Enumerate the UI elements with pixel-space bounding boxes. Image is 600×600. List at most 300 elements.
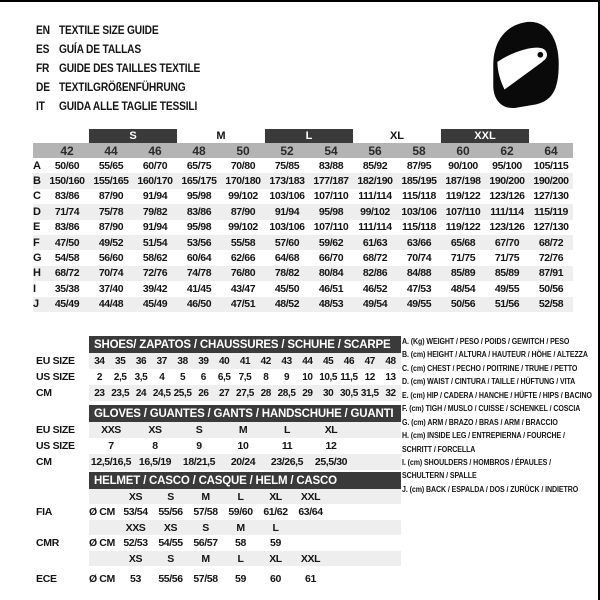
table-cell: 47/53: [406, 282, 432, 295]
row-cells: [89, 489, 401, 504]
language-code: DE: [36, 79, 50, 94]
row-letter: A: [33, 159, 41, 172]
row-cells: [89, 535, 401, 551]
table-cell: 87/90: [98, 190, 124, 203]
table-cell: 8: [152, 440, 158, 452]
table-cell: XS: [148, 424, 162, 436]
row-cells: [89, 571, 401, 587]
table-cell: XS: [128, 490, 143, 503]
table-cell: 71/74: [54, 205, 80, 218]
table-cell: 91/94: [142, 221, 168, 234]
size-group-label: L: [265, 129, 353, 143]
table-cell: 59: [235, 573, 246, 585]
table-cell: 50/60: [54, 159, 80, 172]
table-row: [36, 489, 401, 504]
table-cell: 57/60: [274, 236, 300, 249]
table-cell: 103/106: [401, 205, 437, 218]
table-cell: 40: [219, 355, 230, 367]
table-cell: 85/92: [362, 159, 388, 172]
legend-line: A. (Kg) WEIGHT / PESO / POIDS / GEWITCH / PESO: [402, 336, 570, 346]
table-cell: 160/170: [137, 175, 173, 188]
table-cell: 75/85: [274, 159, 300, 172]
table-cell: 11,5: [340, 371, 358, 383]
table-cell: 63/66: [406, 236, 432, 249]
language-row: [36, 77, 200, 96]
table-cell: 90/100: [448, 159, 478, 172]
table-cell: 45: [323, 355, 334, 367]
table-cell: 59/62: [318, 236, 344, 249]
table-cell: 115/119: [534, 205, 568, 218]
table-cell: 68/72: [54, 267, 80, 280]
table-cell: 28: [260, 387, 271, 399]
table-cell: 185/195: [401, 175, 437, 188]
table-cell: 65/75: [186, 159, 212, 172]
sizes-row: [33, 143, 573, 158]
gloves-table: [36, 405, 401, 470]
table-cell: 37/40: [98, 282, 124, 295]
table-cell: 45/49: [142, 298, 168, 311]
table-cell: 41: [239, 355, 251, 367]
table-cell: 49/55: [494, 282, 520, 295]
row-letter: I: [33, 282, 37, 295]
table-cell: S: [202, 521, 209, 534]
row-cells: [89, 369, 401, 385]
row-letter: C: [33, 190, 41, 203]
language-title: GUIDA ALLE TAGLIE TESSILI: [58, 98, 198, 113]
table-cell: 48: [385, 355, 396, 367]
table-cell: 165/175: [181, 175, 217, 188]
size-header-cell: 44: [104, 143, 118, 158]
table-cell: 50/56: [538, 282, 564, 295]
table-cell: 29: [302, 387, 313, 399]
table-cell: 23/26,5: [270, 456, 304, 468]
language-title: TEXTILE SIZE GUIDE: [58, 22, 159, 37]
table-cell: 60/64: [186, 252, 212, 265]
table-row: [33, 204, 573, 219]
table-cell: 87/91: [538, 267, 564, 280]
shoes-table: [36, 336, 401, 401]
unit-cell: Ø CM: [89, 537, 115, 549]
table-cell: 54/55: [158, 537, 183, 549]
size-group-label: XL: [389, 130, 405, 142]
legend-line: SCHULTERN / SPALLE: [402, 470, 477, 481]
table-cell: 31,5: [360, 387, 379, 399]
table-cell: 25,5/30: [314, 456, 348, 468]
table-cell: 182/190: [357, 175, 393, 188]
legend-line: C. (cm) CHEST / PECHO / POITRINE / TRUHE / PETTO: [402, 362, 578, 373]
table-cell: 87/90: [98, 221, 124, 234]
language-title: TEXTILGRÖßENFÜHRUNG: [58, 79, 186, 94]
table-cell: 23: [94, 387, 105, 399]
table-cell: 119/122: [445, 190, 481, 203]
table-cell: 5: [180, 371, 186, 383]
table-cell: 2: [96, 371, 102, 383]
table-cell: 39: [198, 355, 209, 367]
size-group-header-row: [45, 129, 573, 143]
table-cell: 60: [270, 573, 281, 585]
table-cell: 18/21,5: [182, 456, 216, 468]
table-row: [33, 235, 573, 250]
table-cell: 24,5: [152, 387, 171, 399]
size-group-label: XXL: [441, 129, 529, 143]
table-cell: 71/75: [450, 252, 476, 265]
table-cell: 50/56: [450, 298, 476, 311]
table-cell: 68/72: [362, 252, 388, 265]
table-cell: 105/115: [533, 159, 569, 172]
language-code: EN: [36, 22, 50, 37]
table-row: [33, 189, 573, 204]
size-header-cell: 60: [456, 143, 470, 158]
table-cell: 51/54: [142, 236, 168, 249]
table-cell: L: [272, 521, 279, 534]
row-label: [36, 520, 89, 535]
table-cell: 95/100: [492, 159, 522, 172]
table-cell: 59: [270, 537, 281, 549]
table-cell: 107/110: [313, 221, 349, 234]
legend-line: SCHRITT / FORCELLA: [402, 443, 476, 454]
table-cell: 55/56: [158, 506, 183, 518]
gloves-table-rows: [36, 422, 401, 470]
table-cell: 44/48: [98, 298, 124, 311]
legend-line: G. (cm) ARM / BRAZO / BRAS / ARM / BRACCIO: [402, 416, 558, 427]
table-cell: 190/200: [489, 175, 525, 188]
table-cell: 53/56: [186, 236, 212, 249]
table-cell: 35: [115, 355, 126, 367]
size-header-cell: 50: [236, 143, 250, 158]
table-cell: 71/75: [494, 252, 520, 265]
language-list: [36, 20, 200, 115]
table-cell: 64/68: [274, 252, 300, 265]
row-label: CM: [36, 387, 52, 399]
table-cell: M: [236, 521, 245, 534]
table-cell: 9: [283, 371, 290, 383]
table-cell: XS: [163, 521, 178, 534]
row-label: EU SIZE: [36, 424, 75, 436]
table-cell: XXL: [300, 490, 321, 503]
table-cell: 30: [323, 387, 334, 399]
table-cell: 85/89: [494, 267, 520, 280]
table-cell: 173/183: [269, 175, 305, 188]
table-cell: XL: [269, 490, 282, 503]
shoes-table-rows: [36, 353, 401, 401]
table-cell: XS: [128, 552, 143, 565]
table-cell: 43: [281, 355, 292, 367]
table-cell: XXS: [125, 521, 146, 534]
unit-cell: Ø CM: [89, 573, 115, 585]
language-title: GUIDE DES TAILLES TEXTILE: [58, 60, 201, 75]
size-header-cell: 42: [60, 143, 74, 158]
table-cell: 62/66: [230, 252, 256, 265]
table-cell: 56/60: [98, 252, 124, 265]
legend-line: B. (cm) HEIGHT / ALTURA / HAUTEUR / HÖHE / ALTEZZA: [402, 349, 588, 360]
table-cell: 49/52: [98, 236, 124, 249]
table-cell: 51/56: [494, 298, 520, 311]
size-header-cell: 64: [544, 143, 558, 158]
table-cell: 24: [135, 387, 147, 399]
table-cell: 58: [235, 537, 246, 549]
row-letter: H: [33, 267, 41, 280]
unit-cell: Ø CM: [89, 506, 115, 518]
table-cell: 30,5: [340, 387, 358, 399]
table-cell: 36: [135, 355, 147, 367]
legend-line: D. (cm) WAIST / CINTURA / TAILLE / HÜFTUNG / VITA: [402, 376, 576, 387]
table-cell: 72/76: [538, 252, 564, 265]
table-cell: 41/45: [186, 282, 212, 295]
table-row: [36, 571, 401, 587]
table-cell: 43/47: [230, 282, 256, 295]
table-cell: 115/118: [402, 221, 436, 234]
table-cell: 68/72: [538, 236, 564, 249]
legend-line: J. (cm) BACK / ESPALDA / DOS / ZURÜCK / INDIETRO: [402, 483, 579, 494]
row-label: [36, 489, 89, 504]
table-cell: 25,5: [173, 387, 192, 399]
table-cell: 111/114: [490, 205, 524, 218]
table-cell: 48/53: [318, 298, 344, 311]
row-cells: [89, 504, 401, 520]
row-label: CM: [36, 456, 52, 468]
table-cell: 95/98: [186, 221, 212, 234]
table-cell: 60/70: [142, 159, 168, 172]
main-size-table: [33, 129, 573, 312]
table-cell: 12: [364, 371, 375, 383]
table-cell: 54/58: [54, 252, 80, 265]
table-cell: 99/102: [228, 221, 258, 234]
table-cell: S: [195, 424, 203, 436]
row-letter: J: [33, 298, 40, 311]
row-cells: [89, 385, 401, 401]
table-cell: 187/198: [445, 175, 481, 188]
table-cell: 44: [302, 355, 313, 367]
table-cell: 7: [108, 440, 114, 452]
table-row: [36, 385, 401, 401]
row-label: US SIZE: [36, 371, 75, 383]
table-cell: 91/94: [274, 205, 300, 218]
language-title: GUÍA DE TALLAS: [58, 41, 142, 56]
table-cell: 10: [302, 371, 313, 383]
table-cell: 23,5: [111, 387, 130, 399]
row-label: ECE: [36, 573, 57, 585]
table-cell: 47/50: [54, 236, 80, 249]
table-cell: 27: [219, 387, 230, 399]
table-cell: 83/88: [318, 159, 344, 172]
table-cell: 123/126: [489, 190, 525, 203]
table-cell: 119/122: [445, 221, 481, 234]
row-label: FIA: [36, 506, 53, 518]
table-cell: 12,5/16,5: [90, 456, 132, 468]
row-label: EU SIZE: [36, 355, 75, 367]
size-header-cell: 56: [368, 143, 382, 158]
size-header-cell: 62: [500, 143, 514, 158]
measurement-legend: [402, 336, 597, 497]
language-code: ES: [36, 41, 50, 56]
legend-line: F. (cm) TIGH / MUSLO / CUISSE / SCHENKEL / COSCIA: [402, 403, 581, 414]
table-cell: 4: [159, 371, 165, 383]
table-cell: 6,5: [217, 371, 231, 383]
table-cell: 87/90: [230, 205, 256, 218]
table-cell: 37: [156, 355, 167, 367]
group-spacer: [529, 129, 573, 143]
table-cell: 150/160: [49, 175, 85, 188]
table-cell: 70/80: [230, 159, 256, 172]
table-cell: XL: [324, 424, 338, 436]
table-cell: 103/106: [269, 221, 305, 234]
table-cell: 8: [263, 371, 269, 383]
table-cell: 190/200: [533, 175, 569, 188]
language-row: [36, 96, 200, 115]
legend-line: E. (cm) HIP / CADERA / HANCHE / HÜFTE / HIPS / BACINO: [402, 389, 592, 400]
row-cells: [89, 454, 401, 470]
table-cell: M: [201, 552, 210, 565]
racing-helmet-icon: [488, 20, 564, 110]
table-cell: 45/50: [274, 282, 300, 295]
table-row: [36, 369, 401, 385]
table-cell: 76/80: [230, 267, 256, 280]
size-header-cell: 52: [280, 143, 294, 158]
table-cell: 55/56: [158, 573, 183, 585]
language-row: [36, 20, 200, 39]
table-cell: XXL: [300, 552, 321, 565]
table-cell: 2,5: [113, 371, 127, 383]
row-letter: D: [33, 205, 41, 218]
table-cell: 95/98: [186, 190, 212, 203]
table-cell: 170/180: [225, 175, 261, 188]
table-cell: 57/58: [193, 506, 218, 518]
row-cells: [89, 520, 401, 535]
table-cell: 155/165: [93, 175, 129, 188]
row-label: [36, 551, 89, 566]
table-row: [36, 520, 401, 535]
row-cells: [89, 551, 401, 566]
table-cell: 3,5: [134, 371, 148, 383]
table-cell: 58/62: [142, 252, 168, 265]
table-cell: 115/118: [402, 190, 436, 203]
table-cell: 65/68: [450, 236, 476, 249]
legend-line: I. (cm) SHOULDERS / HOMBROS / ÉPAULES /: [402, 456, 551, 467]
table-cell: 85/89: [450, 267, 476, 280]
row-letter: G: [33, 252, 42, 265]
table-row: [33, 220, 573, 235]
row-letter: E: [33, 221, 41, 234]
table-cell: 111/114: [358, 221, 392, 234]
row-letter: F: [33, 236, 40, 249]
table-cell: 52/53: [123, 537, 148, 549]
table-cell: 70/74: [98, 267, 124, 280]
table-row: [33, 173, 573, 188]
table-cell: M: [201, 490, 210, 503]
table-cell: 84/88: [406, 267, 432, 280]
table-cell: 49/55: [406, 298, 432, 311]
table-cell: 32: [385, 387, 396, 399]
table-cell: 46/50: [186, 298, 212, 311]
language-code: IT: [36, 98, 45, 113]
table-cell: XXS: [101, 424, 121, 436]
table-cell: 10,5: [319, 371, 338, 383]
table-cell: 6: [200, 371, 206, 383]
row-label: CMR: [36, 537, 60, 549]
row-cells: [89, 353, 401, 369]
language-code: FR: [36, 60, 50, 75]
table-cell: L: [283, 424, 290, 436]
helmet-table: [36, 472, 401, 587]
table-cell: 38: [177, 355, 188, 367]
table-cell: S: [167, 490, 174, 503]
table-cell: 127/130: [533, 221, 569, 234]
table-cell: 66/70: [318, 252, 344, 265]
helmet-table-title: HELMET / CASCO / CASQUE / HELM / CASCO: [89, 472, 401, 489]
table-row: [36, 353, 401, 369]
table-cell: 91/94: [142, 190, 168, 203]
table-cell: 83/86: [186, 205, 212, 218]
table-cell: 123/126: [489, 221, 525, 234]
table-row: [33, 281, 573, 296]
row-label: US SIZE: [36, 440, 75, 452]
table-cell: 27,5: [236, 387, 254, 399]
table-cell: 74/78: [186, 267, 212, 280]
row-cells: [89, 422, 401, 438]
table-cell: 59/60: [228, 506, 253, 518]
table-cell: 72/76: [142, 267, 168, 280]
table-row: [36, 454, 401, 470]
table-cell: 82/86: [362, 267, 388, 280]
group-spacer: [45, 129, 89, 143]
table-row: [36, 438, 401, 454]
row-cells: [89, 438, 401, 454]
table-cell: 45/49: [54, 298, 80, 311]
table-cell: 13: [385, 371, 396, 383]
table-cell: 52/58: [538, 298, 564, 311]
table-cell: 9: [196, 440, 202, 452]
table-cell: 95/98: [318, 205, 344, 218]
row-letter: B: [33, 175, 41, 188]
table-cell: 46/52: [362, 282, 388, 295]
size-header-cell: 58: [412, 143, 426, 158]
table-cell: 57/58: [193, 573, 218, 585]
table-cell: 79/82: [142, 205, 168, 218]
size-header-cell: 48: [192, 143, 206, 158]
table-cell: 47: [364, 355, 375, 367]
table-cell: 20/24: [230, 456, 256, 468]
table-cell: L: [237, 490, 244, 503]
language-row: [36, 39, 200, 58]
table-cell: 75/78: [98, 205, 124, 218]
table-cell: 10: [237, 440, 249, 452]
table-cell: 56/57: [193, 537, 218, 549]
table-cell: 46/51: [318, 282, 344, 295]
table-cell: 103/106: [269, 190, 305, 203]
table-cell: 99/102: [360, 205, 390, 218]
table-cell: 111/114: [358, 190, 392, 203]
size-group-label: M: [216, 130, 226, 142]
table-cell: 87/95: [406, 159, 432, 172]
table-cell: 63/64: [298, 506, 323, 518]
size-group-label: S: [89, 129, 177, 143]
table-cell: 53: [130, 573, 141, 585]
table-cell: 53/54: [123, 506, 148, 518]
table-cell: 80/84: [318, 267, 344, 280]
table-row: [36, 504, 401, 520]
table-cell: L: [237, 552, 244, 565]
helmet-table-rows: [36, 489, 401, 587]
table-cell: 35/38: [54, 282, 80, 295]
table-cell: 47/51: [230, 298, 256, 311]
table-cell: 78/82: [274, 267, 300, 280]
table-cell: 83/86: [54, 190, 80, 203]
table-cell: 55/65: [98, 159, 124, 172]
table-cell: 107/110: [313, 190, 349, 203]
table-cell: 61: [305, 573, 316, 585]
gloves-table-title: GLOVES / GUANTES / GANTS / HANDSCHUHE / GUANTI: [89, 405, 401, 422]
table-cell: 28,5: [277, 387, 296, 399]
